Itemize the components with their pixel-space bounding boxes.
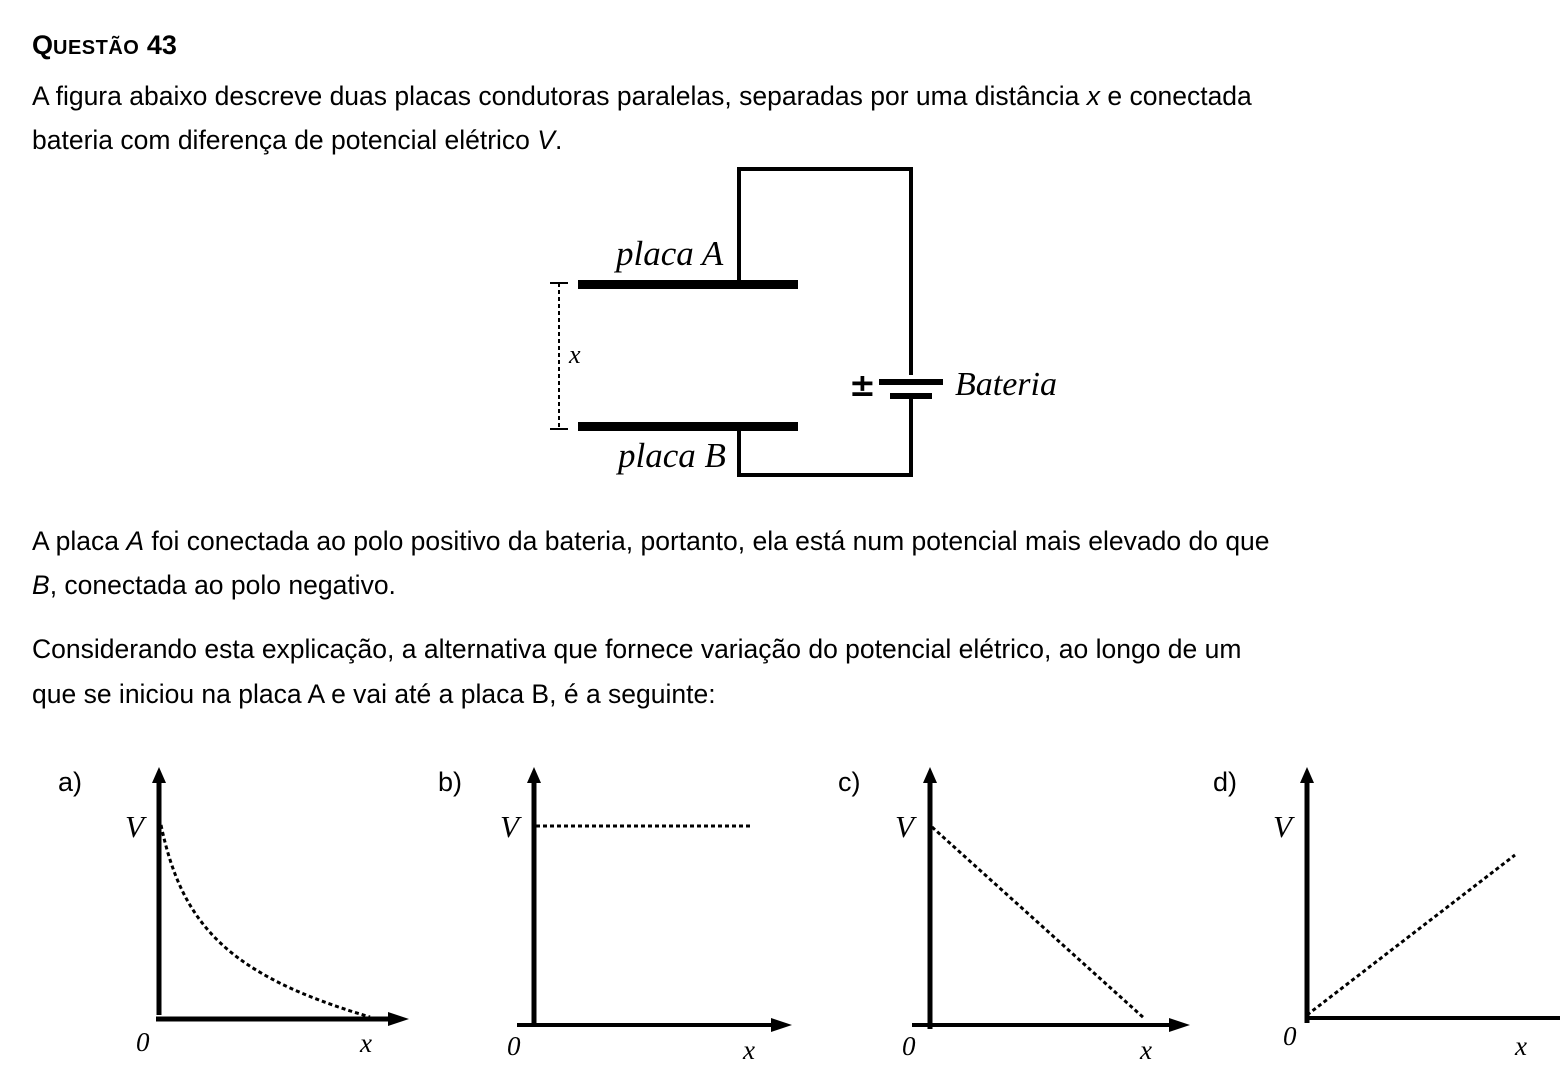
- origin-label: 0: [1283, 1021, 1297, 1051]
- paragraph-3-line-2: que se iniciou na placa A e vai até a placa B, é a seguinte:: [32, 679, 716, 709]
- circuit-wire-bottom: [739, 397, 911, 475]
- option-a-label[interactable]: a): [58, 767, 83, 797]
- option-d-graph[interactable]: [1265, 765, 1565, 1065]
- option-b-graph[interactable]: [495, 765, 805, 1065]
- potential-curve-linear-increasing: [1307, 855, 1515, 1015]
- x-axis-arrow: [1169, 1018, 1190, 1032]
- x-axis-label: x: [1515, 1031, 1527, 1061]
- v-axis-label: V: [500, 809, 519, 844]
- origin-label: 0: [136, 1027, 150, 1057]
- battery-long-plate: [879, 379, 943, 385]
- x-axis-label: x: [360, 1028, 372, 1058]
- option-c-graph[interactable]: [890, 765, 1200, 1065]
- question-intro-line-1: A figura abaixo descreve duas placas condutoras paralelas, separadas por uma distância x e conectada: [32, 81, 1252, 111]
- plate-b-label: placa B: [618, 436, 726, 475]
- paragraph-2-line-2: B, conectada ao polo negativo.: [32, 570, 396, 600]
- origin-label: 0: [902, 1031, 916, 1061]
- battery-polarity-label: ±: [849, 366, 876, 404]
- circuit-wire: [739, 169, 911, 375]
- y-axis-arrow: [923, 767, 937, 783]
- option-d-label[interactable]: d): [1213, 767, 1238, 797]
- question-title: QUESTÃO 43: [32, 30, 177, 60]
- y-axis-arrow: [152, 767, 166, 783]
- x-axis-label: x: [1140, 1035, 1152, 1065]
- paragraph-2-line-1: A placa A foi conectada ao polo positivo da bateria, portanto, ela está num potencial mais elevado do que: [32, 526, 1270, 556]
- y-axis-arrow: [527, 767, 541, 783]
- potential-curve-linear-decreasing: [932, 827, 1145, 1019]
- option-b-label[interactable]: b): [438, 767, 463, 797]
- v-axis-label: V: [1273, 809, 1292, 844]
- plate-b: [578, 422, 798, 431]
- option-d-graph-clip: [1265, 765, 1527, 1065]
- x-axis-arrow: [771, 1018, 792, 1032]
- plate-a-label: placa A: [616, 234, 724, 273]
- potential-curve-exponential: [161, 825, 370, 1017]
- distance-label: x: [569, 340, 581, 369]
- y-axis-arrow: [1300, 767, 1314, 783]
- x-axis-arrow: [388, 1012, 409, 1026]
- plate-a: [578, 280, 798, 289]
- v-axis-label: V: [895, 809, 914, 844]
- v-axis-label: V: [125, 809, 144, 844]
- option-c-label[interactable]: c): [838, 767, 861, 797]
- question-intro-line-2: bateria com diferença de potencial elétrico V.: [32, 125, 563, 155]
- x-axis-label: x: [743, 1035, 755, 1065]
- origin-label: 0: [507, 1031, 521, 1061]
- option-a-graph[interactable]: [120, 765, 420, 1065]
- battery-short-plate: [890, 393, 932, 399]
- battery-label: Bateria: [955, 366, 1057, 403]
- paragraph-3-line-1: Considerando esta explicação, a alternativa que fornece variação do potencial elétrico, ao longo de um: [32, 634, 1242, 664]
- capacitor-circuit-figure: [540, 160, 1080, 490]
